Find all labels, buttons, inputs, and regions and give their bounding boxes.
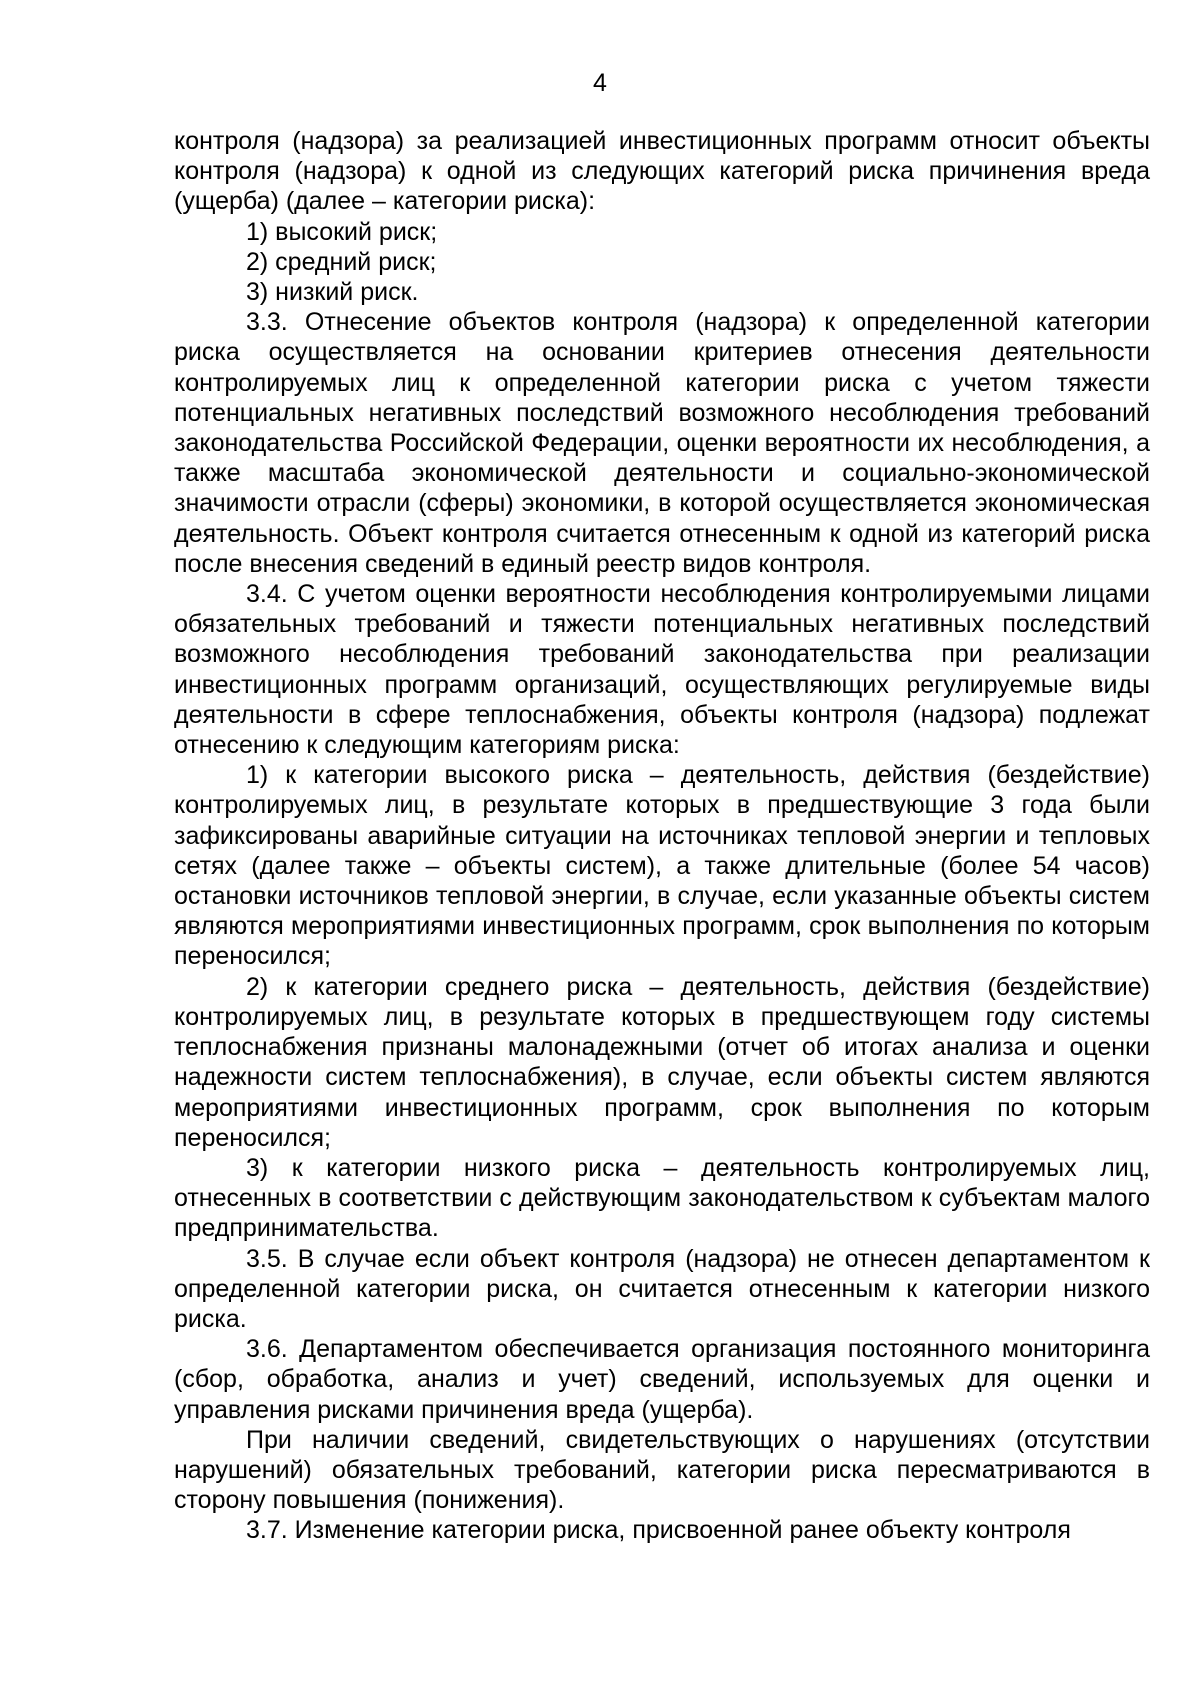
list-item-high-risk: 1) высокий риск; bbox=[246, 217, 438, 246]
list-item-low-risk: 3) низкий риск. bbox=[246, 278, 419, 307]
paragraph-3-6: 3.6. Департаментом обеспечивается организация постоянного мониторинга (сбор, обработка, анализ и учет) сведений, используемых для оценки и управления рисками причинения вреда (ущерба). bbox=[174, 1335, 1150, 1424]
list-item-medium-risk: 2) средний риск; bbox=[246, 247, 437, 276]
paragraph-3-5: 3.5. В случае если объект контроля (надзора) не отнесен департаментом к определенной категории риска, он считается отнесенным к категории низкого риска. bbox=[174, 1244, 1150, 1333]
paragraph-3-7: 3.7. Изменение категории риска, присвоенной ранее объекту контроля bbox=[246, 1516, 1071, 1545]
paragraph-3-6-continued: При наличии сведений, свидетельствующих о нарушениях (отсутствии нарушений) обязательных требований, категории риска пересматриваются в сторону повышения (понижения). bbox=[174, 1425, 1150, 1515]
document-body bbox=[174, 126, 1150, 1546]
paragraph-3-3: 3.3. Отнесение объектов контроля (надзора) к определенной категории риска осуществляется на основании критериев отнесения деятельности контролируемых лиц к определенной категории риска с учетом тяжести потенциальных негативных последствий возможного несоблюдения требований законодательства Российской Федерации, оценки вероятности их несоблюдения, а также масштаба экономической деятельности и социально-экономической значимости отрасли (сферы) экономики, в которой осуществляется экономическая деятельность. Объект контроля считается отнесенным к одной из категорий риска после внесения сведений в единый реестр видов контроля. bbox=[174, 308, 1150, 578]
paragraph-intro: контроля (надзора) за реализацией инвестиционных программ относит объекты контроля (надзора) к одной из следующих категорий риска причинения вреда (ущерба) (далее – категории риска): bbox=[174, 127, 1150, 216]
paragraph-3-4: 3.4. С учетом оценки вероятности несоблюдения контролируемыми лицами обязательных требований и тяжести потенциальных негативных последствий возможного несоблюдения требований законодательства при реализации инвестиционных программ организаций, осуществляющих регулируемые виды деятельности в сфере теплоснабжения, объекты контроля (надзора) подлежат отнесению к следующим категориям риска: bbox=[174, 580, 1150, 760]
paragraph-3-4-item-3: 3) к категории низкого риска – деятельность контролируемых лиц, отнесенных в соответствии с действующим законодательством к субъектам малого предпринимательства. bbox=[174, 1153, 1150, 1243]
paragraph-3-4-item-2: 2) к категории среднего риска – деятельность, действия (бездействие) контролируемых лиц, в результате которых в предшествующем году системы теплоснабжения признаны малонадежными (отчет об итогах анализа и оценки надежности систем теплоснабжения), в случае, если объекты систем являются мероприятиями инвестиционных программ, срок выполнения по которым переносился; bbox=[174, 972, 1150, 1152]
page-number: 4 bbox=[593, 69, 607, 97]
paragraph-3-4-item-1: 1) к категории высокого риска – деятельность, действия (бездействие) контролируемых лиц, в результате которых в предшествующие 3 года были зафиксированы аварийные ситуации на источниках тепловой энергии и тепловых сетях (далее также – объекты систем), а также длительные (более 54 часов) остановки источников тепловой энергии, в случае, если указанные объекты систем являются мероприятиями инвестиционных программ, срок выполнения по которым переносился; bbox=[174, 761, 1150, 971]
